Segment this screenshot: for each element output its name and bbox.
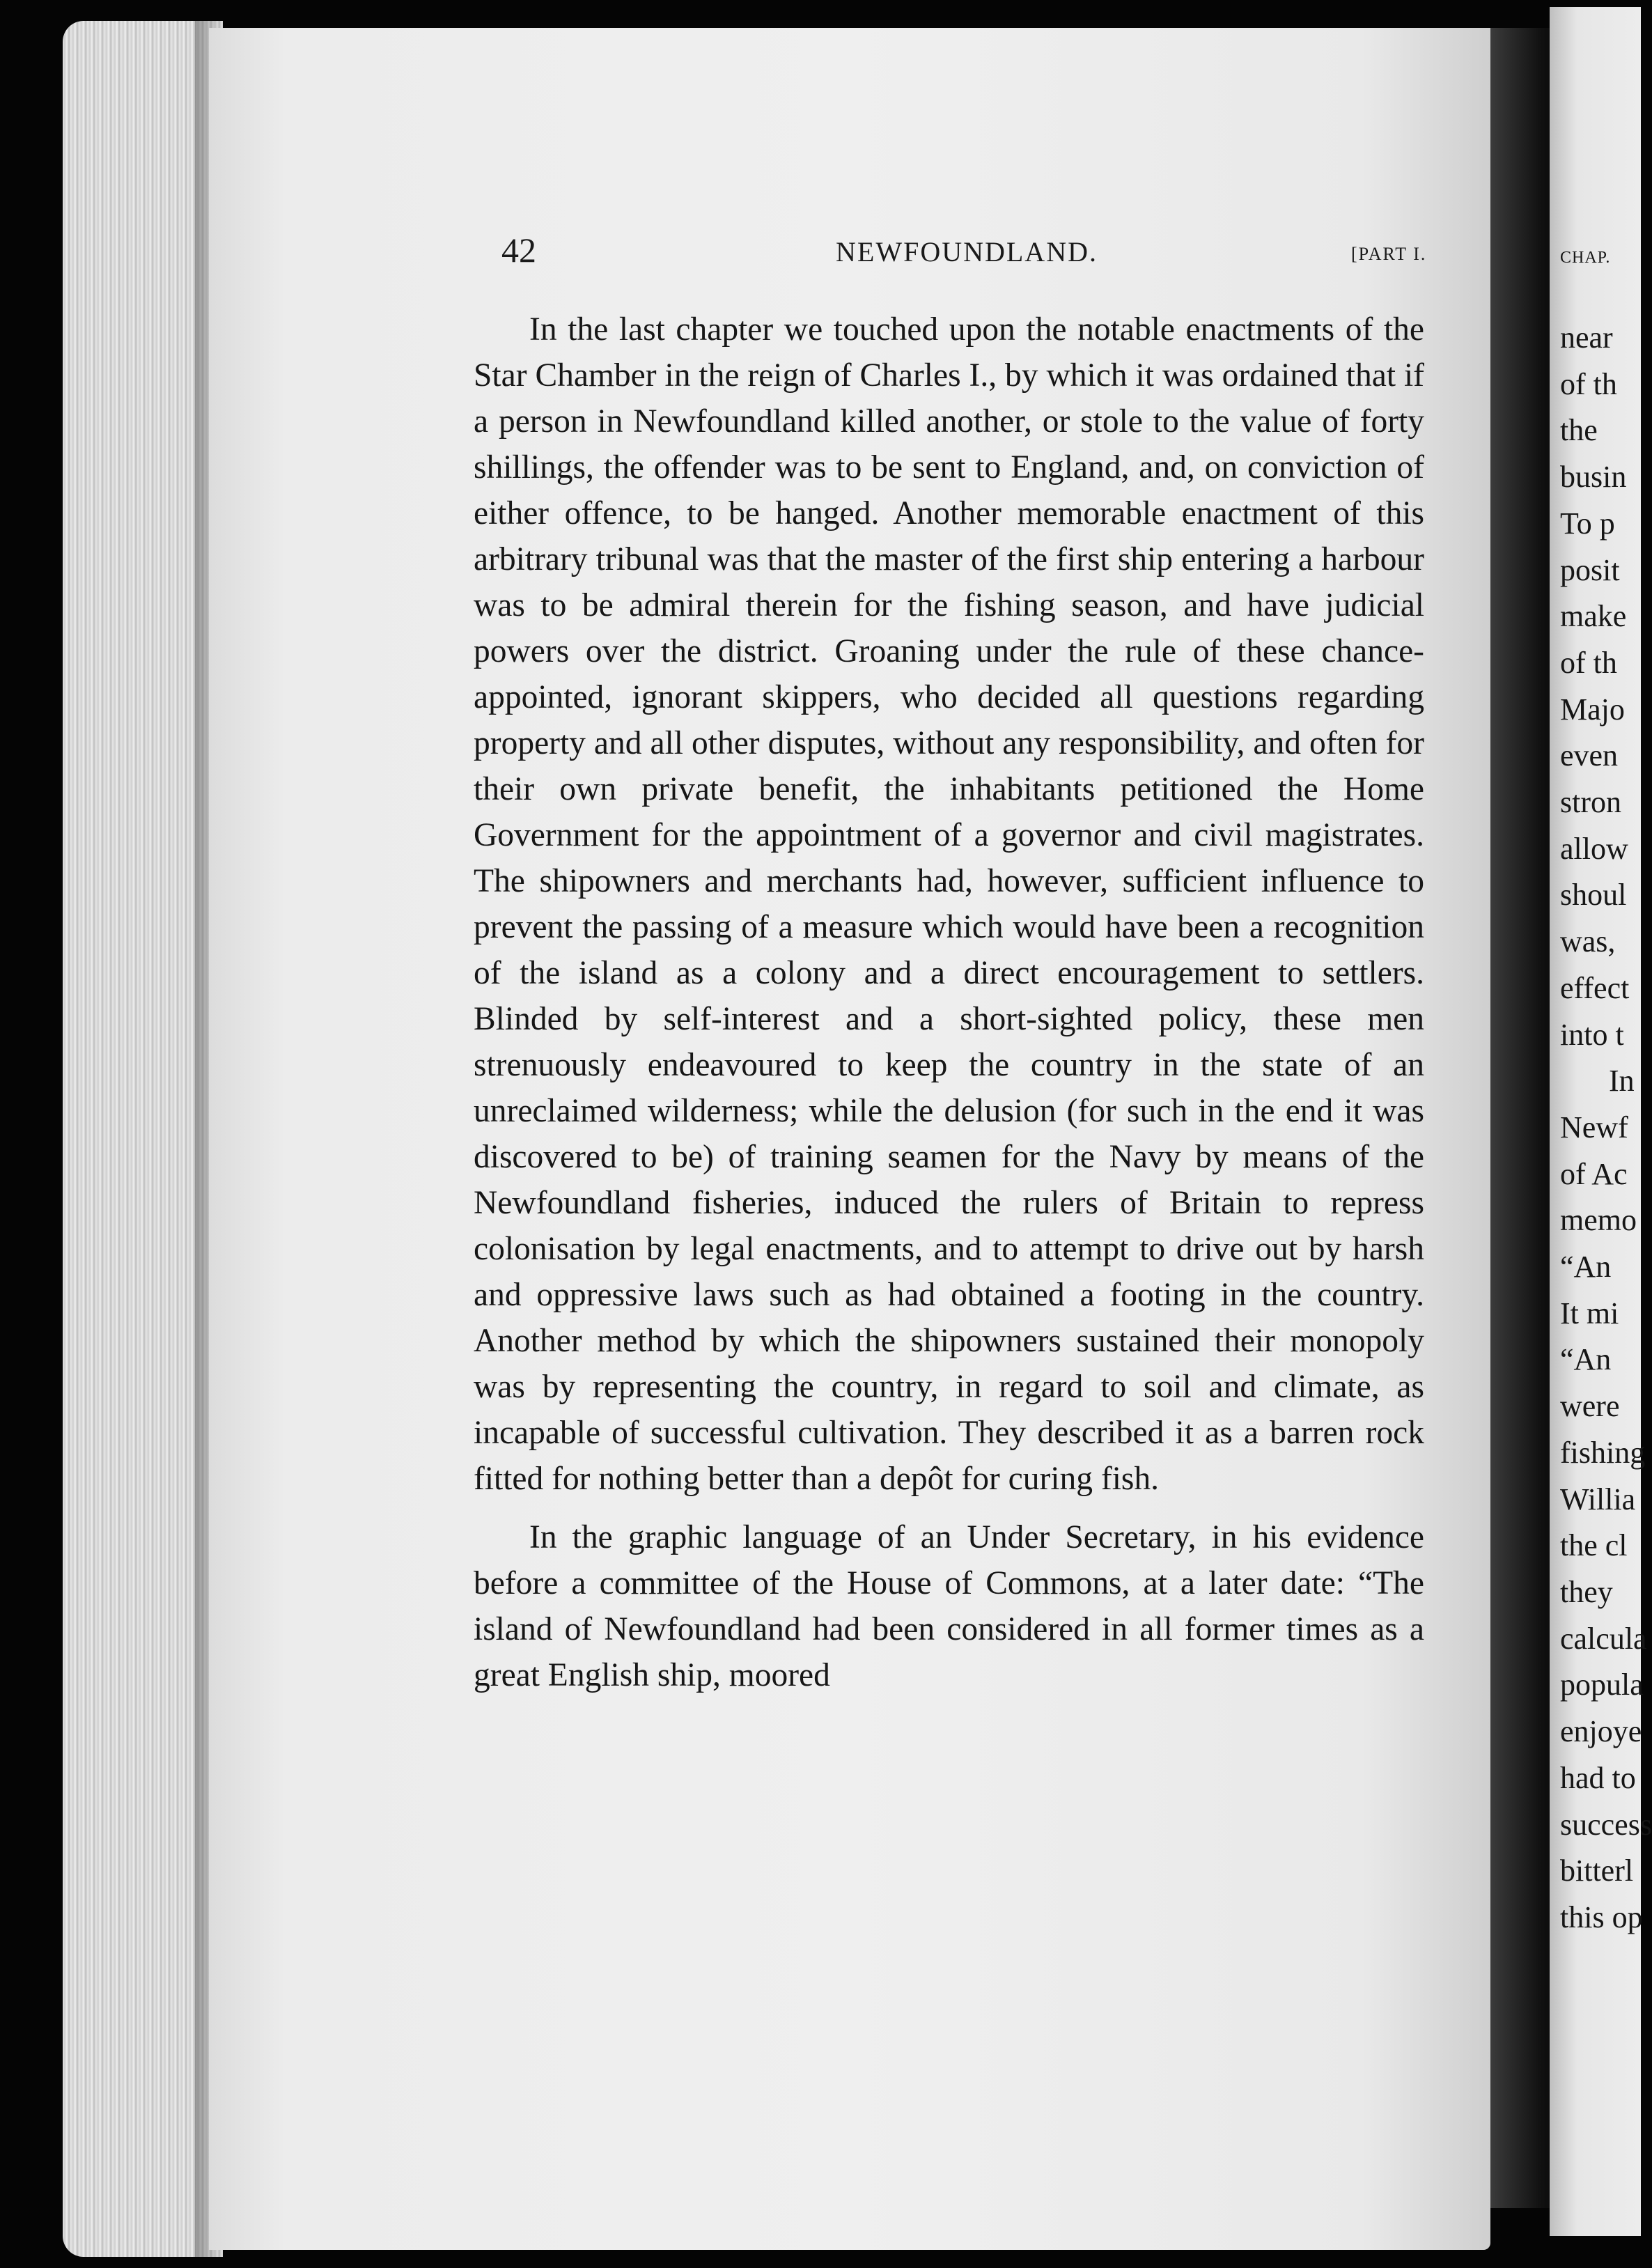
facing-line: busin <box>1560 460 1627 495</box>
facing-line: even <box>1560 738 1619 773</box>
page-number: 42 <box>501 231 536 270</box>
facing-line: To p <box>1560 506 1615 541</box>
page-title: NEWFOUNDLAND. <box>836 236 1098 267</box>
facing-chapter-header: CHAP. <box>1560 249 1611 267</box>
part-marker: [PART I. <box>1351 244 1427 264</box>
facing-line: this op <box>1560 1900 1643 1934</box>
facing-line: enjoye <box>1560 1714 1642 1749</box>
facing-line: into t <box>1560 1017 1624 1052</box>
facing-line: posit <box>1560 552 1620 587</box>
body-text <box>474 306 1424 1711</box>
facing-line: success <box>1560 1807 1652 1842</box>
facing-line: It mi <box>1560 1296 1619 1330</box>
facing-line: they <box>1560 1574 1613 1609</box>
paragraph-2: In the graphic language of an Under Secretary, in his evidence before a committee of the House of Commons, at a later date: “The island of Newfoundland had been considered in all former times as a great English ship, moored <box>474 1519 1424 1693</box>
facing-line: of th <box>1560 366 1617 401</box>
facing-line: of Ac <box>1560 1156 1628 1191</box>
facing-line: “An <box>1560 1342 1612 1377</box>
facing-line: was, <box>1560 924 1616 959</box>
facing-line: had to <box>1560 1760 1636 1795</box>
facing-line: bitterl <box>1560 1854 1634 1888</box>
page-stack-edges <box>63 21 223 2257</box>
facing-line: stron <box>1560 785 1621 820</box>
facing-line: “An <box>1560 1250 1612 1284</box>
facing-line: the <box>1560 413 1598 448</box>
facing-line: of th <box>1560 645 1617 680</box>
facing-line: make <box>1560 599 1627 634</box>
facing-line: Newf <box>1560 1110 1628 1144</box>
facing-line: the cl <box>1560 1528 1628 1563</box>
running-head <box>501 230 1456 279</box>
facing-line: fishing <box>1560 1435 1646 1470</box>
facing-line: shoul <box>1560 878 1627 912</box>
facing-line: near <box>1560 320 1613 355</box>
facing-line: Willia <box>1560 1482 1636 1516</box>
facing-line: memo <box>1560 1203 1637 1238</box>
facing-line: effect <box>1560 970 1630 1005</box>
facing-page-text <box>1560 230 1652 1941</box>
facing-line: calcula <box>1560 1621 1647 1656</box>
facing-line: were <box>1560 1389 1620 1424</box>
facing-line: Majo <box>1560 692 1625 727</box>
paragraph-1: In the last chapter we touched upon the notable enactments of the Star Chamber in the reign of Charles I., by which it was ordained that if a person in Newfoundland killed another, or stole to the value of forty shillings, the offender was to be sent to England, and, on conviction of either offence, to be hanged. Another memorable enactment of this arbitrary tribunal was that the master of the first ship entering a harbour was to be admiral therein for the fishing season, and have judicial powers over the district. Groaning under the rule of these chance-appointed, ignorant skippers, who decided all questions regarding property and all other disputes, without any responsibility, and often for their own private benefit, the inhabitants petitioned the Home Government for the appointment of a governor and civil magistrates. The shipowners and merchants had, however, sufficient influence to prevent the passing of a measure which would have been a recognition of the island as a colony and a direct encouragement to settlers. Blinded by self-interest and a short-sighted policy, these men strenuously endeavoured to keep the country in the state of an unreclaimed wilderness; while the delusion (for such in the end it was discovered to be) of training seamen for the Navy by means of the Newfoundland fisheries, induced the rulers of Britain to repress colonisation by legal enactments, and to attempt to drive out by harsh and oppressive laws such as had obtained a footing in the country. Another method by which the shipowners sustained their monopoly was by representing the country, in regard to soil and climate, as incapable of successful cultivation. They described it as a barren rock fitted for nothing better than a depôt for curing fish. <box>474 311 1424 1497</box>
facing-line: allow <box>1560 831 1628 866</box>
facing-line: In <box>1609 1064 1635 1098</box>
facing-line: popula <box>1560 1668 1644 1702</box>
